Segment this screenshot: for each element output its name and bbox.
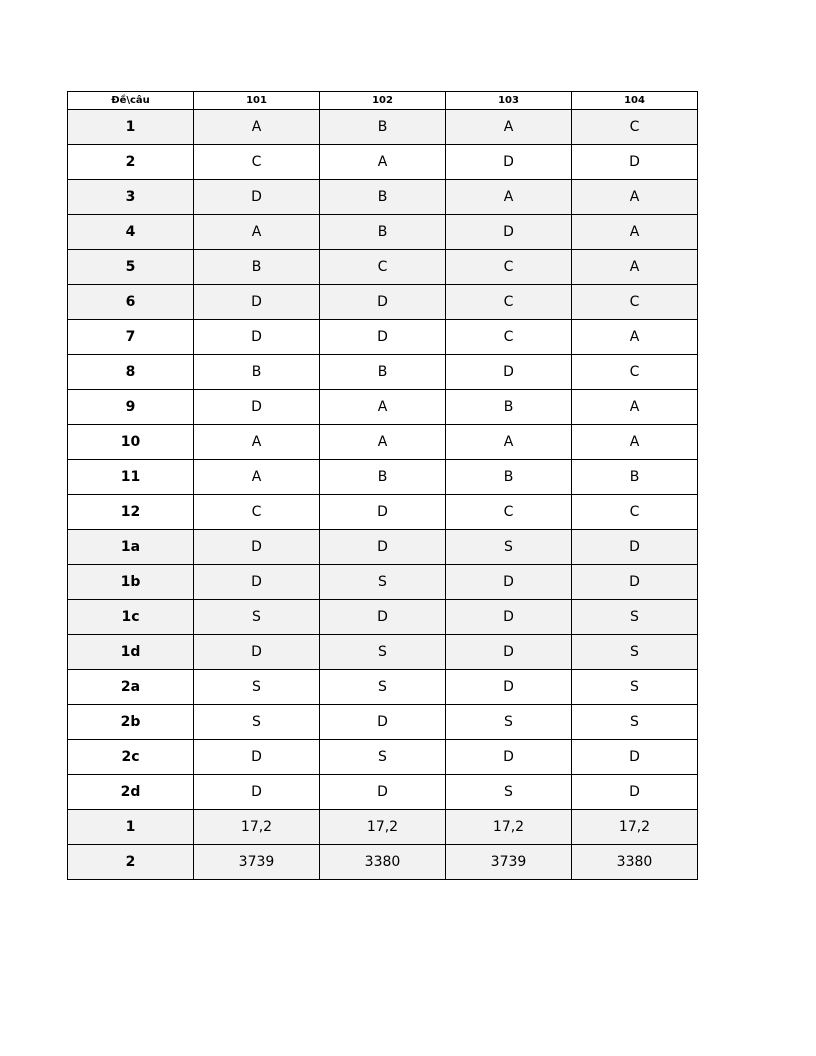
answer-cell: A	[572, 180, 698, 215]
table-row	[68, 320, 698, 355]
answer-cell: B	[320, 110, 446, 145]
header-code-102: 102	[320, 92, 446, 110]
answer-cell: A	[194, 460, 320, 495]
answer-cell: A	[320, 390, 446, 425]
answer-cell: A	[572, 250, 698, 285]
answer-cell: S	[194, 670, 320, 705]
question-label-cell: 5	[68, 250, 194, 285]
answer-cell: S	[572, 670, 698, 705]
table-row	[68, 530, 698, 565]
answer-cell: A	[446, 110, 572, 145]
header-code-103: 103	[446, 92, 572, 110]
answer-cell: D	[194, 530, 320, 565]
table-row	[68, 705, 698, 740]
answer-cell: D	[572, 775, 698, 810]
answer-cell: S	[194, 600, 320, 635]
question-label-cell: 3	[68, 180, 194, 215]
answer-cell: D	[320, 320, 446, 355]
answer-cell: C	[194, 145, 320, 180]
answer-cell: A	[572, 320, 698, 355]
table-row	[68, 670, 698, 705]
answer-cell: B	[320, 460, 446, 495]
table-row	[68, 215, 698, 250]
answer-cell: 17,2	[194, 810, 320, 845]
answer-cell: A	[446, 180, 572, 215]
table-row	[68, 285, 698, 320]
answer-cell: 17,2	[446, 810, 572, 845]
question-label-cell: 1	[68, 810, 194, 845]
answer-cell: 3739	[194, 845, 320, 880]
answer-key-table	[67, 91, 698, 880]
answer-cell: D	[446, 740, 572, 775]
answer-cell: C	[446, 250, 572, 285]
question-label-cell: 4	[68, 215, 194, 250]
answer-cell: B	[572, 460, 698, 495]
answer-cell: S	[446, 530, 572, 565]
answer-cell: S	[572, 635, 698, 670]
question-label-cell: 8	[68, 355, 194, 390]
question-label-cell: 1d	[68, 635, 194, 670]
answer-cell: D	[194, 635, 320, 670]
header-code-104: 104	[572, 92, 698, 110]
answer-cell: D	[320, 600, 446, 635]
question-label-cell: 12	[68, 495, 194, 530]
answer-cell: 3739	[446, 845, 572, 880]
answer-cell: B	[194, 250, 320, 285]
answer-cell: B	[320, 355, 446, 390]
answer-cell: D	[446, 635, 572, 670]
answer-cell: 3380	[320, 845, 446, 880]
answer-cell: B	[194, 355, 320, 390]
question-label-cell: 9	[68, 390, 194, 425]
answer-cell: C	[446, 285, 572, 320]
table-row	[68, 250, 698, 285]
table-row	[68, 460, 698, 495]
answer-cell: B	[320, 180, 446, 215]
answer-cell: A	[320, 425, 446, 460]
answer-cell: C	[446, 320, 572, 355]
answer-cell: C	[320, 250, 446, 285]
answer-cell: A	[194, 110, 320, 145]
header-corner-cell: Đề\câu	[68, 92, 194, 110]
table-row	[68, 845, 698, 880]
answer-cell: D	[320, 530, 446, 565]
table-row	[68, 565, 698, 600]
answer-cell: D	[320, 705, 446, 740]
answer-cell: A	[446, 425, 572, 460]
table-row	[68, 775, 698, 810]
answer-cell: S	[572, 600, 698, 635]
answer-cell: A	[572, 390, 698, 425]
table-row	[68, 390, 698, 425]
answer-cell: D	[572, 145, 698, 180]
question-label-cell: 1a	[68, 530, 194, 565]
question-label-cell: 2	[68, 845, 194, 880]
answer-cell: 3380	[572, 845, 698, 880]
question-label-cell: 2c	[68, 740, 194, 775]
answer-cell: S	[320, 740, 446, 775]
answer-cell: A	[572, 215, 698, 250]
answer-cell: C	[572, 285, 698, 320]
answer-cell: S	[320, 670, 446, 705]
question-label-cell: 10	[68, 425, 194, 460]
answer-cell: D	[572, 530, 698, 565]
table-row	[68, 180, 698, 215]
table-row	[68, 355, 698, 390]
question-label-cell: 6	[68, 285, 194, 320]
header-row	[68, 92, 698, 110]
table-row	[68, 740, 698, 775]
answer-cell: C	[572, 110, 698, 145]
answer-cell: S	[194, 705, 320, 740]
answer-cell: D	[320, 775, 446, 810]
question-label-cell: 7	[68, 320, 194, 355]
answer-cell: 17,2	[572, 810, 698, 845]
table-row	[68, 810, 698, 845]
answer-cell: C	[194, 495, 320, 530]
answer-cell: S	[446, 775, 572, 810]
table-row	[68, 425, 698, 460]
question-label-cell: 2	[68, 145, 194, 180]
answer-cell: B	[446, 390, 572, 425]
answer-cell: S	[320, 635, 446, 670]
answer-cell: D	[572, 740, 698, 775]
answer-cell: S	[572, 705, 698, 740]
question-label-cell: 1c	[68, 600, 194, 635]
answer-cell: B	[446, 460, 572, 495]
answer-cell: C	[572, 355, 698, 390]
answer-cell: B	[320, 215, 446, 250]
answer-cell: D	[446, 600, 572, 635]
answer-cell: D	[194, 775, 320, 810]
question-label-cell: 1	[68, 110, 194, 145]
answer-cell: D	[194, 565, 320, 600]
answer-cell: D	[194, 740, 320, 775]
answer-cell: D	[446, 355, 572, 390]
answer-cell: A	[572, 425, 698, 460]
header-code-101: 101	[194, 92, 320, 110]
answer-rows	[68, 110, 698, 880]
answer-cell: A	[194, 215, 320, 250]
answer-cell: D	[320, 495, 446, 530]
table-row	[68, 495, 698, 530]
table-row	[68, 600, 698, 635]
question-label-cell: 1b	[68, 565, 194, 600]
answer-cell: S	[320, 565, 446, 600]
answer-cell: S	[446, 705, 572, 740]
answer-cell: D	[446, 670, 572, 705]
answer-cell: 17,2	[320, 810, 446, 845]
answer-cell: D	[446, 565, 572, 600]
answer-cell: A	[320, 145, 446, 180]
question-label-cell: 2b	[68, 705, 194, 740]
table-row	[68, 635, 698, 670]
answer-cell: D	[446, 145, 572, 180]
question-label-cell: 11	[68, 460, 194, 495]
answer-cell: D	[194, 320, 320, 355]
answer-cell: D	[320, 285, 446, 320]
answer-cell: D	[446, 215, 572, 250]
answer-cell: D	[194, 285, 320, 320]
answer-cell: D	[572, 565, 698, 600]
answer-cell: D	[194, 180, 320, 215]
answer-cell: D	[194, 390, 320, 425]
answer-cell: A	[194, 425, 320, 460]
question-label-cell: 2d	[68, 775, 194, 810]
table-row	[68, 145, 698, 180]
answer-cell: C	[572, 495, 698, 530]
answer-cell: C	[446, 495, 572, 530]
question-label-cell: 2a	[68, 670, 194, 705]
table-row	[68, 110, 698, 145]
